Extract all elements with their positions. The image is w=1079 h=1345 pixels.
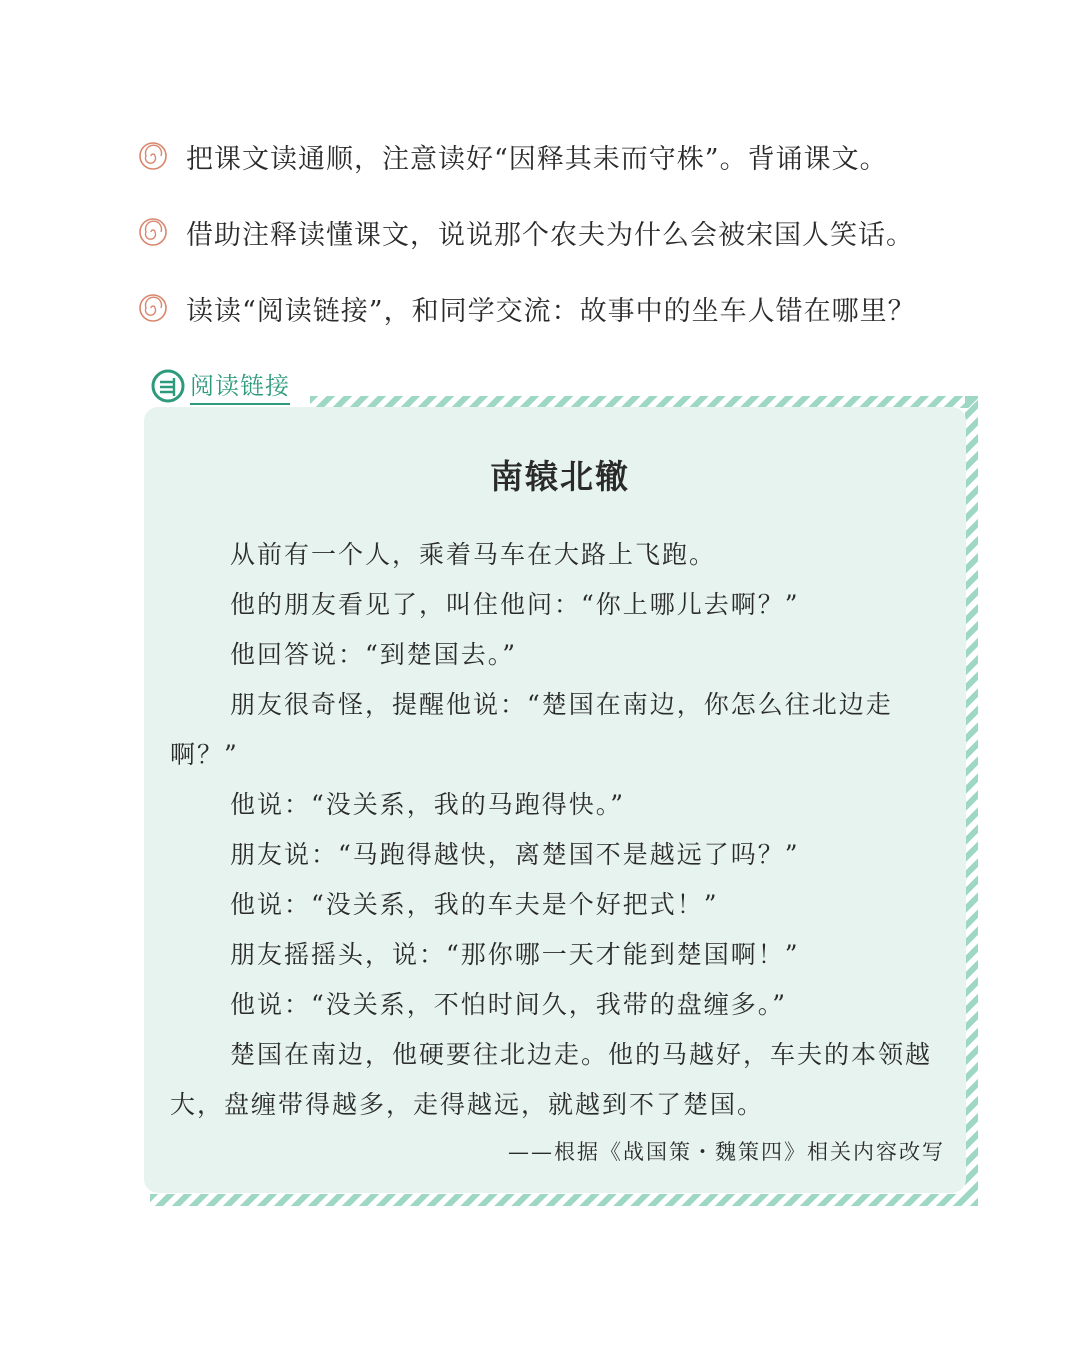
stripe-border-right <box>965 396 978 1196</box>
story-paragraph: 朋友很奇怪，提醒他说：“楚国在南边，你怎么往北边走啊？” <box>170 690 893 769</box>
story-paragraph: 他回答说：“到楚国去。” <box>230 640 518 669</box>
story-title: 南辕北辙 <box>490 457 630 496</box>
story-paragraph: 他说：“没关系，不怕时间久，我带的盘缠多。” <box>230 990 788 1019</box>
task-text: 把课文读通顺，注意读好“因释其耒而守株”。背诵课文。 <box>186 143 888 175</box>
story-paragraph: 他说：“没关系，我的车夫是个好把式！” <box>230 890 719 919</box>
reading-link-header <box>150 366 290 405</box>
story-paragraph: 朋友说：“马跑得越快，离楚国不是越远了吗？” <box>230 840 800 869</box>
spiral-bullet-icon <box>138 217 168 247</box>
story-paragraph: 他的朋友看见了，叫住他问：“你上哪儿去啊？” <box>230 590 800 619</box>
task-text: 读读“阅读链接”，和同学交流：故事中的坐车人错在哪里？ <box>186 295 916 327</box>
task-item <box>138 194 1038 270</box>
story-paragraph: 朋友摇摇头，说：“那你哪一天才能到楚国啊！” <box>230 940 800 969</box>
story-body <box>170 530 960 1174</box>
task-list <box>138 118 1038 346</box>
story-paragraph: 从前有一个人，乘着马车在大路上飞跑。 <box>230 540 717 569</box>
stripe-border-bottom <box>150 1194 978 1206</box>
task-item <box>138 270 1038 346</box>
reading-link-label: 阅读链接 <box>190 366 290 405</box>
story-paragraph: 楚国在南边，他硬要往北边走。他的马越好，车夫的本领越大，盘缠带得越多，走得越远，就越到不了楚国。 <box>170 1040 933 1119</box>
spiral-bullet-icon <box>138 141 168 171</box>
task-text: 借助注释读懂课文，说说那个农夫为什么会被宋国人笑话。 <box>186 219 914 251</box>
story-paragraph: 他说：“没关系，我的马跑得快。” <box>230 790 626 819</box>
story-attribution: ——根据《战国策・魏策四》相关内容改写 <box>508 1140 945 1164</box>
book-waves-icon <box>150 368 186 404</box>
task-item <box>138 118 1038 194</box>
spiral-bullet-icon <box>138 293 168 323</box>
